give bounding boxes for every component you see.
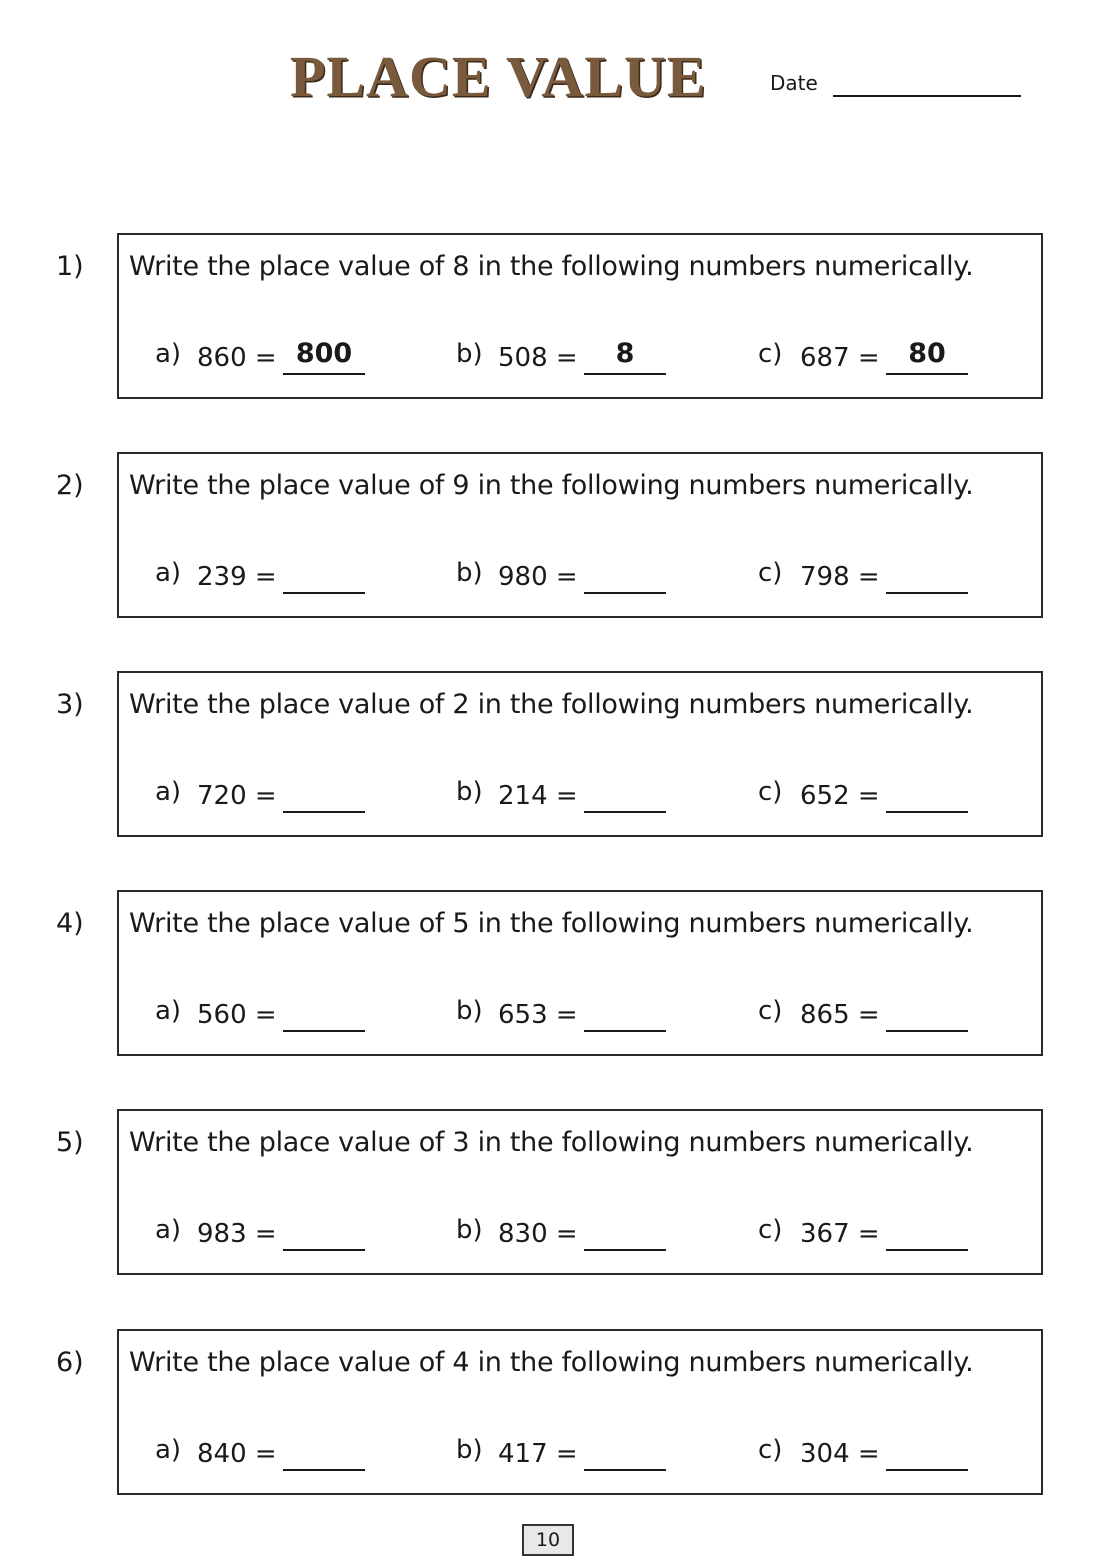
answer-field[interactable]: 800	[283, 339, 365, 375]
answer-field[interactable]: 80	[886, 339, 968, 375]
answer-field[interactable]	[584, 996, 666, 1032]
item-label: a)	[155, 777, 182, 807]
question-prompt: Write the place value of 2 in the following numbers numerically.	[129, 689, 974, 720]
item-expression: 840 =	[197, 1439, 277, 1469]
item-label: a)	[155, 558, 182, 588]
item-label: a)	[155, 996, 182, 1026]
item-label: a)	[155, 1215, 182, 1245]
item-label: b)	[456, 339, 483, 369]
item-expression: 417 =	[498, 1439, 578, 1469]
answer-field[interactable]	[886, 777, 968, 813]
question-3	[0, 671, 1102, 841]
page-title: PLACE VALUE	[290, 44, 707, 109]
question-number: 6)	[56, 1347, 84, 1378]
question-box	[117, 1329, 1043, 1495]
question-5	[0, 1109, 1102, 1279]
question-box	[117, 671, 1043, 837]
item-label: c)	[758, 1215, 783, 1245]
question-box	[117, 890, 1043, 1056]
page-number: 10	[522, 1524, 574, 1556]
question-prompt: Write the place value of 8 in the following numbers numerically.	[129, 251, 974, 282]
item-expression: 830 =	[498, 1219, 578, 1249]
item-label: a)	[155, 339, 182, 369]
answer-field[interactable]: 8	[584, 339, 666, 375]
item-expression: 560 =	[197, 1000, 277, 1030]
answer-field[interactable]	[283, 777, 365, 813]
answer-field[interactable]	[886, 558, 968, 594]
item-expression: 860 =	[197, 343, 277, 373]
answer-field[interactable]	[886, 1435, 968, 1471]
item-label: c)	[758, 339, 783, 369]
answer-field[interactable]	[584, 777, 666, 813]
item-label: c)	[758, 996, 783, 1026]
answer-field[interactable]	[283, 1435, 365, 1471]
question-6	[0, 1329, 1102, 1499]
item-expression: 239 =	[197, 562, 277, 592]
item-label: b)	[456, 558, 483, 588]
answer-field[interactable]	[283, 996, 365, 1032]
date-field[interactable]	[833, 95, 1021, 97]
item-expression: 687 =	[800, 343, 880, 373]
item-label: b)	[456, 996, 483, 1026]
answer-field[interactable]	[584, 1215, 666, 1251]
item-expression: 304 =	[800, 1439, 880, 1469]
item-expression: 980 =	[498, 562, 578, 592]
question-prompt: Write the place value of 3 in the following numbers numerically.	[129, 1127, 974, 1158]
question-box	[117, 233, 1043, 399]
item-expression: 652 =	[800, 781, 880, 811]
date-label: Date	[770, 71, 818, 95]
question-number: 3)	[56, 689, 84, 720]
question-number: 1)	[56, 251, 84, 282]
item-label: c)	[758, 777, 783, 807]
question-4	[0, 890, 1102, 1060]
question-2	[0, 452, 1102, 622]
question-prompt: Write the place value of 4 in the following numbers numerically.	[129, 1347, 974, 1378]
question-box	[117, 1109, 1043, 1275]
item-expression: 367 =	[800, 1219, 880, 1249]
question-number: 4)	[56, 908, 84, 939]
question-box	[117, 452, 1043, 618]
item-expression: 214 =	[498, 781, 578, 811]
question-number: 2)	[56, 470, 84, 501]
item-label: b)	[456, 777, 483, 807]
item-label: a)	[155, 1435, 182, 1465]
item-label: c)	[758, 1435, 783, 1465]
item-label: b)	[456, 1435, 483, 1465]
answer-field[interactable]	[584, 1435, 666, 1471]
question-1	[0, 233, 1102, 403]
answer-field[interactable]	[886, 1215, 968, 1251]
item-expression: 653 =	[498, 1000, 578, 1030]
question-prompt: Write the place value of 5 in the following numbers numerically.	[129, 908, 974, 939]
question-prompt: Write the place value of 9 in the following numbers numerically.	[129, 470, 974, 501]
question-number: 5)	[56, 1127, 84, 1158]
item-expression: 798 =	[800, 562, 880, 592]
item-expression: 983 =	[197, 1219, 277, 1249]
answer-field[interactable]	[584, 558, 666, 594]
item-expression: 720 =	[197, 781, 277, 811]
answer-field[interactable]	[283, 558, 365, 594]
answer-field[interactable]	[283, 1215, 365, 1251]
item-expression: 865 =	[800, 1000, 880, 1030]
item-label: c)	[758, 558, 783, 588]
item-label: b)	[456, 1215, 483, 1245]
item-expression: 508 =	[498, 343, 578, 373]
answer-field[interactable]	[886, 996, 968, 1032]
